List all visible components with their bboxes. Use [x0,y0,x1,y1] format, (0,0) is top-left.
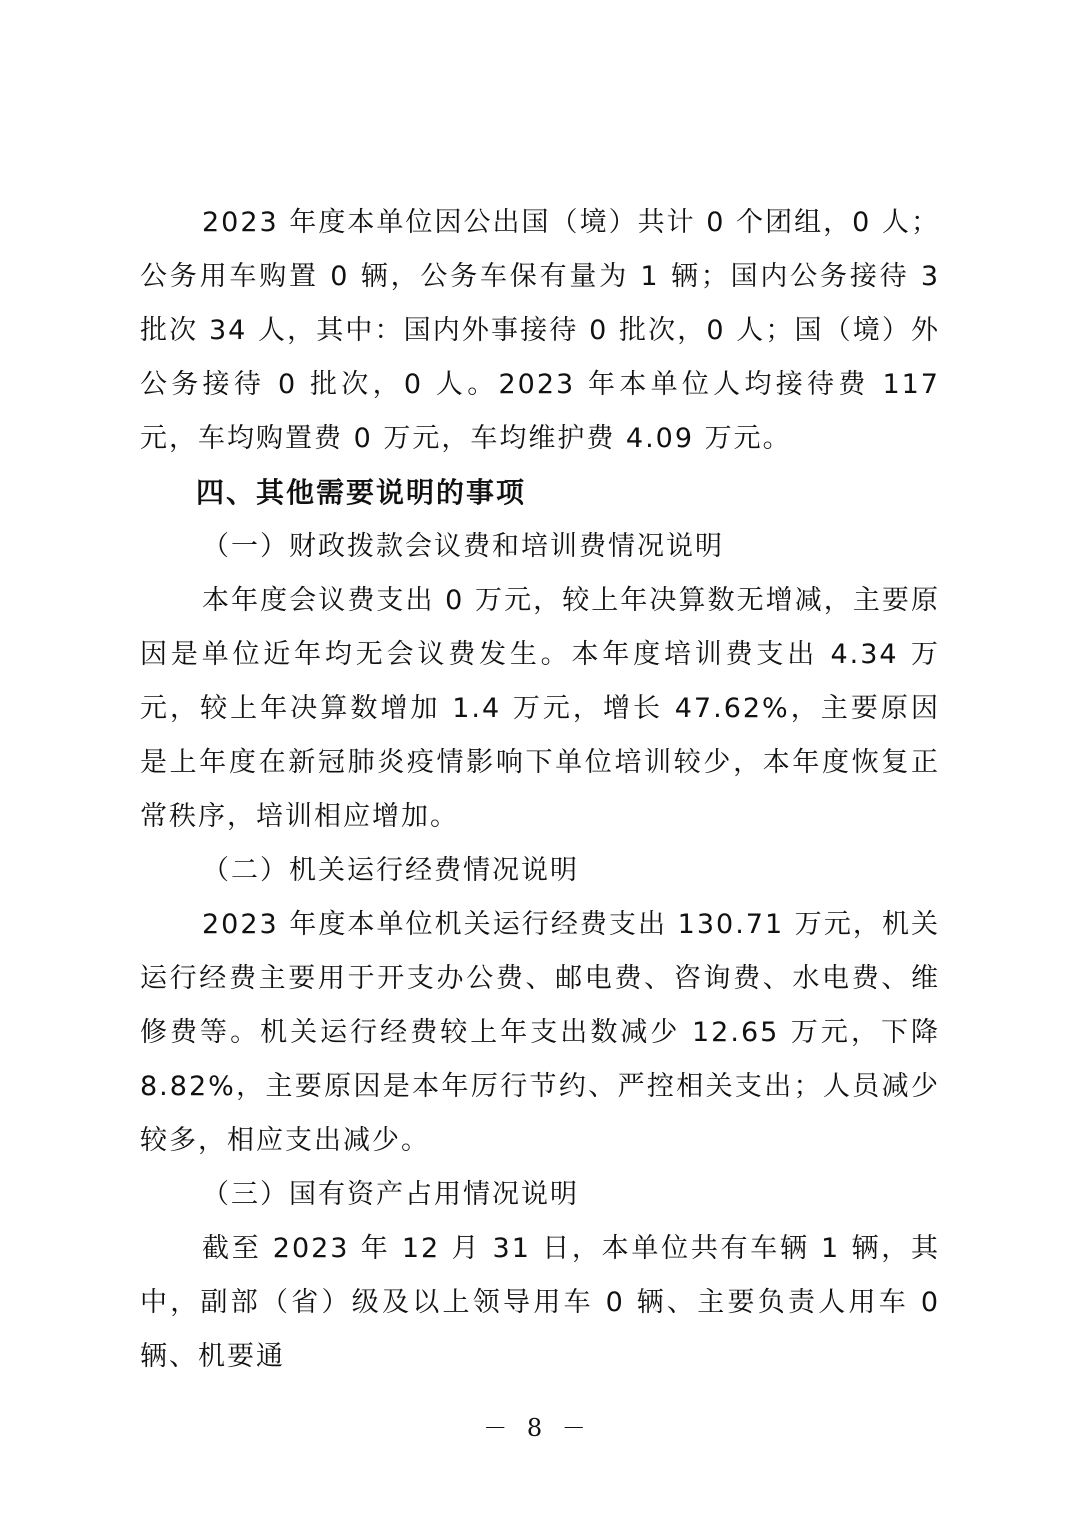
subheading-state-assets: （三）国有资产占用情况说明 [202,1179,579,1210]
subheading-meeting-training-fees: （一）财政拨款会议费和培训费情况说明 [202,531,724,562]
paragraph-overseas-vehicles-reception: 2023 年度本单位因公出国（境）共计 0 个团组，0 人；公务用车购置 0 辆，公务车保有量为 1 辆；国内公务接待 3 批次 34 人，其中：国内外事接待 0 批次，0 人；国（境）外公务接待 0 批次，0 人。2023 年本单位人均接待费 117 元，车均购置费 0 万元，车均维护费 4.09 万元。 [140,207,940,454]
page-number: － 8 － [483,1414,592,1442]
paragraph-operating-expenses: 2023 年度本单位机关运行经费支出 130.71 万元，机关运行经费主要用于开支办公费、邮电费、咨询费、水电费、维修费等。机关运行经费较上年支出数减少 12.65 万元，下降 8.82%，主要原因是本年厉行节约、严控相关支出；人员减少较多，相应支出减少。 [140,909,940,1156]
subheading-operating-expenses: （二）机关运行经费情况说明 [202,855,579,886]
paragraph-meeting-training-fees: 本年度会议费支出 0 万元，较上年决算数无增减，主要原因是单位近年均无会议费发生。本年度培训费支出 4.34 万元，较上年决算数增加 1.4 万元，增长 47.62%，主要原因是上年度在新冠肺炎疫情影响下单位培训较少，本年度恢复正常秩序，培训相应增加。 [140,585,940,832]
section-heading-other-matters: 四、其他需要说明的事项 [196,476,527,509]
document-body [140,196,940,1384]
paragraph-state-assets: 截至 2023 年 12 月 31 日，本单位共有车辆 1 辆，其中，副部（省）级及以上领导用车 0 辆、主要负责人用车 0 辆、机要通 [140,1233,940,1372]
